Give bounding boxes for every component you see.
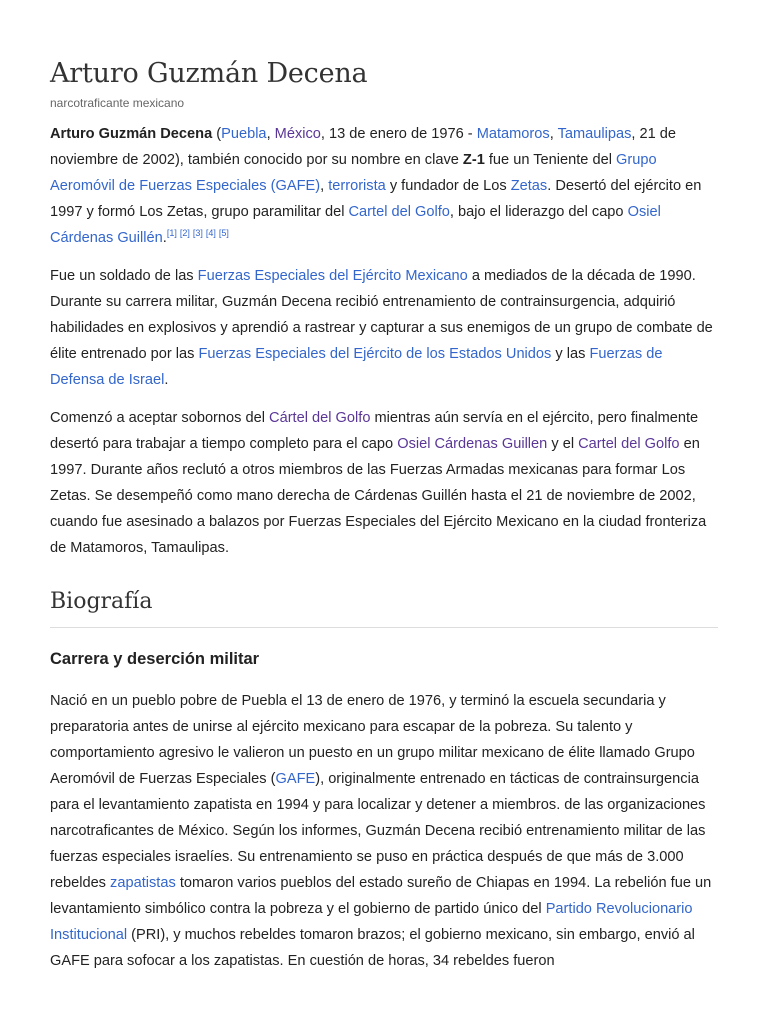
- link-cartel-del-golfo[interactable]: Cartel del Golfo: [348, 204, 450, 220]
- paragraph-desertion: [50, 405, 718, 561]
- link-gafe-short[interactable]: GAFE: [275, 771, 316, 787]
- text-fragment: Fue un soldado de las: [50, 268, 198, 284]
- text-fragment: y el: [547, 436, 579, 452]
- text-fragment: .: [162, 230, 167, 246]
- link-fuerzas-especiales-mexicano[interactable]: Fuerzas Especiales del Ejército Mexicano: [197, 268, 468, 284]
- link-terrorista[interactable]: terrorista: [328, 178, 386, 194]
- text-fragment: , 21 de noviembre de 2002), también conocido por su nombre en clave: [50, 126, 677, 168]
- codename: Z-1: [462, 152, 485, 168]
- text-fragment: en 1997. Durante años reclutó a otros miembros de las Fuerzas Armadas mexicanas para formar Los Zetas. Se desempeñó como mano derecha de Cárdenas Guillén hasta el 21 de noviembre de 2002, cuando fue asesinado a balazos por Fuerzas Especiales del Ejército Mexicano en la ciudad fronteriza de Matamoros, Tamaulipas.: [50, 436, 707, 556]
- reference-1[interactable]: [1]: [166, 228, 177, 239]
- page-subtitle: narcotraficante mexicano: [50, 96, 185, 110]
- text-fragment: , 13 de enero de 1976 -: [320, 126, 477, 142]
- text-fragment: ,: [320, 178, 329, 194]
- text-fragment: mientras aún servía en el ejército, pero finalmente desertó para trabajar a tiempo completo para el capo: [50, 410, 699, 452]
- link-fuerzas-defensa-israel[interactable]: Fuerzas de Defensa de Israel: [50, 346, 663, 388]
- link-puebla[interactable]: Puebla: [221, 126, 267, 142]
- page-title: Arturo Guzmán Decena: [50, 58, 368, 89]
- link-zapatistas[interactable]: zapatistas: [110, 875, 176, 891]
- text-fragment: fue un Teniente del: [484, 152, 616, 168]
- link-fuerzas-especiales-eeuu[interactable]: Fuerzas Especiales del Ejército de los Estados Unidos: [198, 346, 552, 362]
- reference-2[interactable]: [2]: [179, 228, 190, 239]
- paragraph-soldier: [50, 263, 718, 393]
- text-fragment: . Desertó del ejército en 1997 y formó Los Zetas, grupo paramilitar del: [50, 178, 702, 220]
- text-fragment: y las: [551, 346, 590, 362]
- reference-4[interactable]: [4]: [205, 228, 216, 239]
- subject-name: Arturo Guzmán Decena: [50, 126, 213, 142]
- subsection-heading-carrera: Carrera y deserción militar: [50, 650, 260, 668]
- text-fragment: ), originalmente entrenado en tácticas de contrainsurgencia para el levantamiento zapatista en 1994 y para localizar y detener a miembros. de las organizaciones narcotraficantes de México. Según los informes, Guzmán Decena recibió entrenamiento militar de las fuerzas especiales israelíes. Su entrenamiento se puso en práctica después de que más de 3.000 rebeldes: [50, 771, 706, 891]
- text-fragment: ,: [266, 126, 275, 142]
- link-mexico[interactable]: México: [274, 126, 321, 142]
- reference-5[interactable]: [5]: [218, 228, 229, 239]
- link-osiel-cardenas-guillen[interactable]: Osiel Cárdenas Guillen: [397, 436, 548, 452]
- text-fragment: ,: [549, 126, 558, 142]
- link-pri[interactable]: Partido Revolucionario Institucional: [50, 901, 693, 943]
- text-fragment: (PRI), y muchos rebeldes tomaron brazos; el gobierno mexicano, sin embargo, envió al GAFE para sofocar a los zapatistas. En cuestión de horas, 34 rebeldes fueron: [50, 927, 695, 969]
- text-fragment: tomaron varios pueblos del estado sureño de Chiapas en 1994. La rebelión fue un levantamiento simbólico contra la pobreza y el gobierno de partido único del: [50, 875, 712, 917]
- text-fragment: , bajo el liderazgo del capo: [449, 204, 628, 220]
- link-cartel-del-golfo-2[interactable]: Cartel del Golfo: [578, 436, 680, 452]
- text-fragment: a mediados de la década de 1990. Durante su carrera militar, Guzmán Decena recibió entrenamiento de contrainsurgencia, adquirió habilidades en explosivos y aprendió a rastrear y capturar a sus enemigos de un grupo de combate de élite entrenado por las: [50, 268, 713, 362]
- section-heading-biografia: Biografía: [50, 587, 718, 628]
- intro-paragraph: [50, 121, 718, 251]
- paragraph-biography: [50, 688, 718, 974]
- reference-list: [167, 228, 232, 238]
- text-fragment: (: [212, 126, 222, 142]
- text-fragment: .: [164, 372, 169, 388]
- text-fragment: Comenzó a aceptar sobornos del: [50, 410, 270, 426]
- link-gafe[interactable]: Grupo Aeromóvil de Fuerzas Especiales (GAFE): [50, 152, 657, 194]
- link-zetas[interactable]: Zetas: [510, 178, 548, 194]
- link-matamoros[interactable]: Matamoros: [476, 126, 550, 142]
- link-cartel-del-golfo-1[interactable]: Cártel del Golfo: [269, 410, 371, 426]
- text-fragment: y fundador de Los: [385, 178, 511, 194]
- link-tamaulipas[interactable]: Tamaulipas: [557, 126, 632, 142]
- reference-3[interactable]: [3]: [192, 228, 203, 239]
- text-fragment: Nació en un pueblo pobre de Puebla el 13 de enero de 1976, y terminó la escuela secundaria y preparatoria antes de unirse al ejército mexicano para escapar de la pobreza. Su talento y comportamiento agresivo le valieron un puesto en un grupo militar mexicano de élite llamado Grupo Aeromóvil de Fuerzas Especiales (: [50, 693, 695, 787]
- link-osiel-cardenas[interactable]: Osiel Cárdenas Guillén: [50, 204, 661, 246]
